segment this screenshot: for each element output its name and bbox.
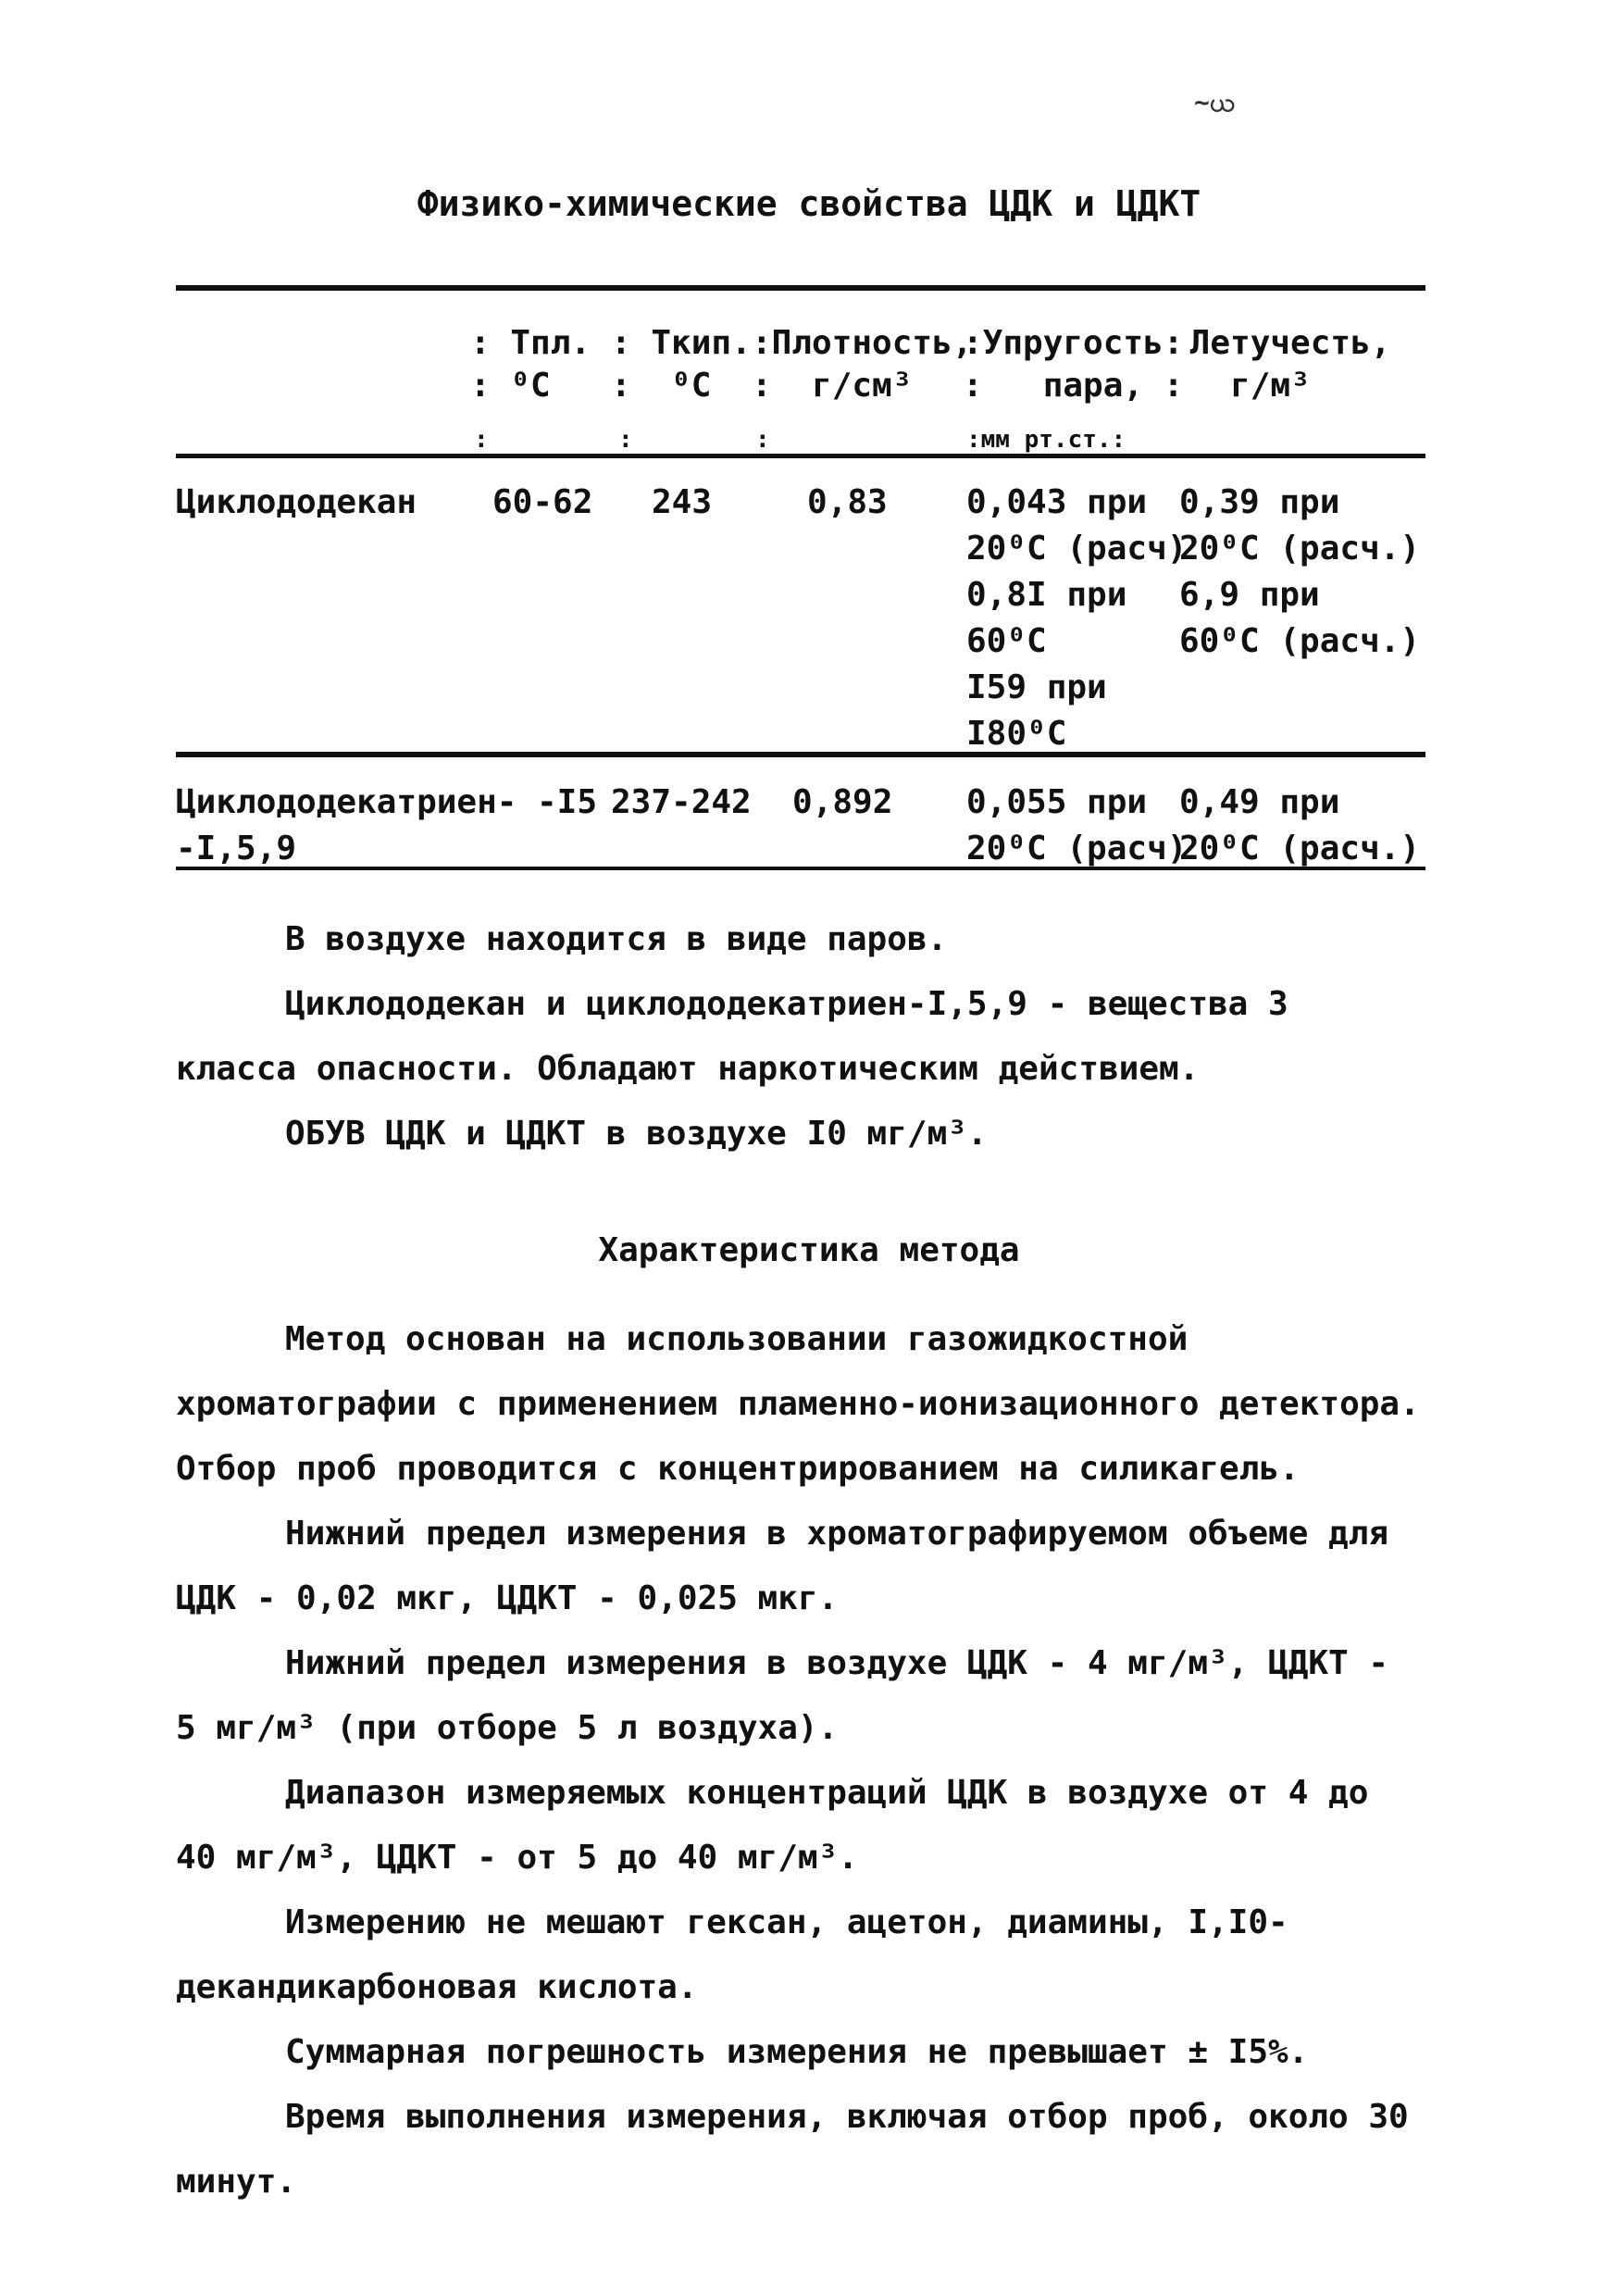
header-pressure-unit: : пара, :	[963, 367, 1184, 405]
row1-volatility-3: 60⁰С (расч.)	[1179, 622, 1421, 660]
header-tpl-sep: :	[474, 426, 489, 454]
row1-volatility-1: 20⁰С (расч.)	[1179, 530, 1421, 568]
header-tpl: : Тпл.	[470, 324, 591, 362]
row2-volatility-1: 20⁰С (расч.)	[1179, 830, 1421, 867]
header-density-sep: :	[755, 426, 770, 454]
header-volatility: Летучесть,	[1170, 324, 1391, 362]
header-tpl-unit: : ⁰С	[470, 367, 551, 405]
header-tkip-unit: : ⁰С	[611, 367, 712, 405]
row1-pressure-3: 60⁰С	[966, 622, 1047, 660]
header-density: :Плотность,	[752, 324, 973, 362]
paragraph-lower-limit-chrom: Нижний предел измерения в хроматографируемом объеме для ЦДК - 0,02 мкг, ЦДКТ - 0,025 мкг.	[176, 1515, 1389, 1617]
row1-tkip: 243	[652, 483, 713, 521]
row1-density: 0,83	[807, 483, 888, 521]
row2-name: Циклододекатриен-	[176, 783, 517, 821]
section-title: Характеристика метода	[598, 1231, 1020, 1269]
page-number: ~ယ	[1194, 87, 1236, 118]
row1-volatility-2: 6,9 при	[1179, 576, 1320, 614]
header-density-unit: : г/см³	[752, 367, 913, 405]
row1-pressure-4: I59 при	[966, 668, 1107, 706]
paragraph-duration: Время выполнения измерения, включая отбор проб, около 30 минут.	[176, 2098, 1409, 2201]
row1-pressure-2: 0,8I при	[966, 576, 1127, 614]
header-pressure: :Упругость:	[963, 324, 1184, 362]
row1-pressure-0: 0,043 при	[966, 483, 1148, 521]
row2-volatility-0: 0,49 при	[1179, 783, 1340, 821]
row2-tkip: 237-242	[611, 783, 752, 821]
row1-volatility-0: 0,39 при	[1179, 483, 1340, 521]
paragraph-range: Диапазон измеряемых концентраций ЦДК в воздухе от 4 до 40 мг/м³, ЦДКТ - от 5 до 40 мг/м³.	[176, 1774, 1369, 1877]
paragraph-lower-limit-air: Нижний предел измерения в воздухе ЦДК - 4 мг/м³, ЦДКТ - 5 мг/м³ (при отборе 5 л воздуха).	[176, 1644, 1389, 1747]
row1-pressure-5: I80⁰С	[966, 715, 1067, 753]
table-row-rule	[176, 752, 1425, 757]
row2-name-cont: -I,5,9	[176, 830, 297, 867]
header-volatility-unit: г/м³	[1170, 367, 1311, 405]
header-tkip: : Ткип.	[611, 324, 752, 362]
row2-pressure-1: 20⁰С (расч)	[966, 830, 1188, 867]
paragraph-interference: Измерению не мешают гексан, ацетон, диамины, I,I0-декандикарбоновая кислота.	[176, 1903, 1288, 2006]
paragraph-error: Суммарная погрешность измерения не превышает ± I5%.	[285, 2033, 1309, 2071]
paragraph-obuv: ОБУВ ЦДК и ЦДКТ в воздухе I0 мг/м³.	[285, 1115, 988, 1153]
header-tkip-sep: :	[618, 426, 633, 454]
table-header-rule	[176, 454, 1425, 458]
table-top-rule	[176, 285, 1425, 291]
paragraph-method: Метод основан на использовании газожидкостной хроматографии с применением пламенно-ионизационного детектора. Отбор проб проводится с концентрированием на силикагель.	[176, 1320, 1420, 1488]
row1-tpl: 60-62	[492, 483, 593, 521]
paragraph-vapour: В воздухе находится в виде паров.	[285, 920, 948, 958]
row2-pressure-0: 0,055 при	[966, 783, 1148, 821]
row1-pressure-1: 20⁰С (расч)	[966, 530, 1188, 568]
row2-density: 0,892	[792, 783, 893, 821]
row2-tpl: -I5	[537, 783, 598, 821]
row1-name: Циклододекан	[176, 483, 417, 521]
page-title: Физико-химические свойства ЦДК и ЦДКТ	[417, 183, 1201, 224]
paragraph-hazard-class: Циклододекан и циклододекатриен-I,5,9 - вещества 3 класса опасности. Обладают наркотическим действием.	[176, 985, 1288, 1088]
header-pressure-unit2: :мм рт.ст.:	[966, 426, 1126, 454]
